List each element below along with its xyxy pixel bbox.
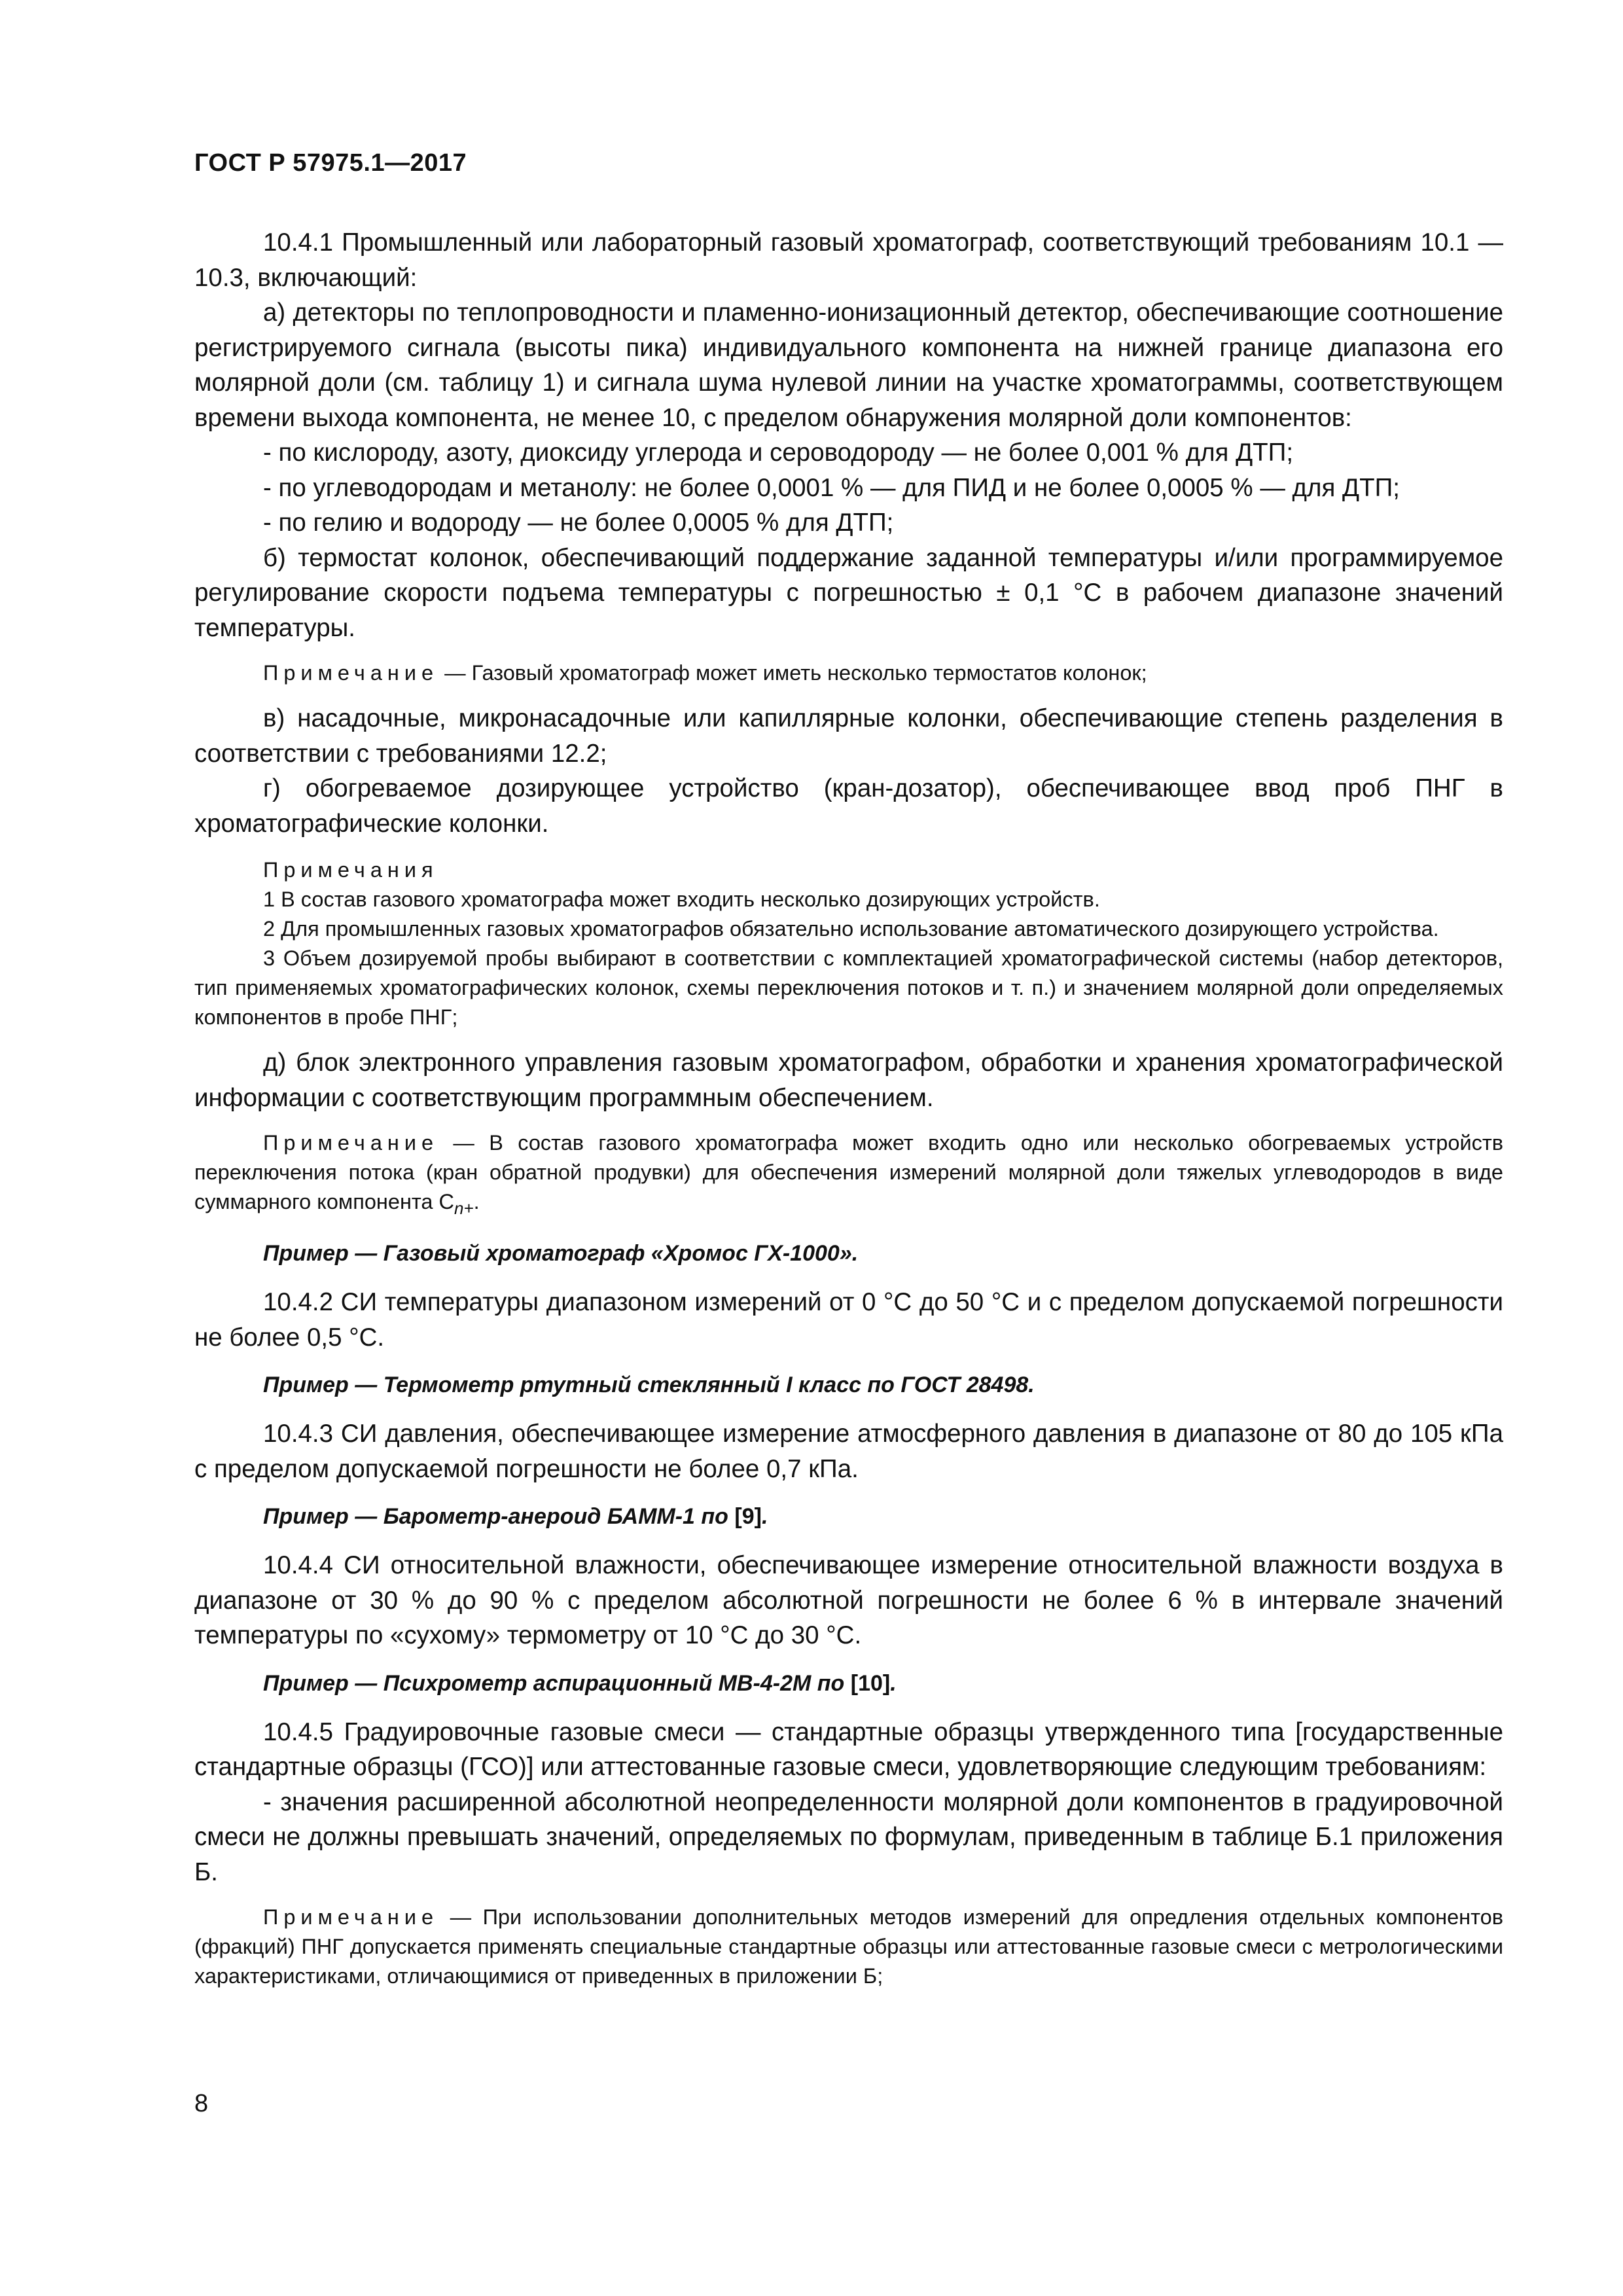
notes-2-item-3: 3 Объем дозируемой пробы выбирают в соответствии с комплектацией хроматографической системы (набор детекторов, тип применяемых хроматографических колонок, схемы переключения потоков и т. п.) и значением молярной доли определяемых компонентов в пробе ПНГ; bbox=[194, 946, 1503, 1029]
example-barometer bbox=[194, 1501, 1503, 1532]
item-v: в) насадочные, микронасадочные или капиллярные колонки, обеспечивающие степень разделения в соответствии с требованиями 12.2; bbox=[194, 704, 1503, 768]
example-chromatograph: Пример — Газовый хроматограф «Хромос ГХ-1000». bbox=[263, 1241, 859, 1266]
reference-link[interactable]: [10] bbox=[850, 1670, 891, 1696]
note-4 bbox=[194, 1903, 1503, 1991]
example-text: Пример — Барометр-анероид БАММ-1 по bbox=[263, 1504, 735, 1529]
item-b: б) термостат колонок, обеспечивающий поддержание заданной температуры и/или программируемое регулирование скорости подъема температуры с погрешностью ± 0,1 °С в рабочем диапазоне значений температуры. bbox=[194, 543, 1503, 642]
notes-2-item-1: 1 В состав газового хроматографа может входить несколько дозирующих устройств. bbox=[263, 888, 1100, 911]
document-header: ГОСТ Р 57975.1—2017 bbox=[194, 149, 467, 177]
notes-2-label bbox=[194, 855, 1503, 885]
page-number: 8 bbox=[194, 2090, 209, 2117]
note-text: — В состав газового хроматографа может входить одно или несколько обогреваемых устройств переключения потока (кран обратной продувки) для обеспечения измерений молярной доли тяжелых углеводородов в виде суммарного компонента С bbox=[194, 1131, 1503, 1213]
item-a-hydrocarbons: - по углеводородам и метанолу: не более 0,0001 % — для ПИД и не более 0,0005 % — для ДТП; bbox=[263, 473, 1400, 502]
note-label: Примечание bbox=[263, 1131, 439, 1155]
note-label: Примечание bbox=[263, 661, 439, 685]
note-text: — При использовании дополнительных методов измерений для опредления отдельных компонентов (фракций) ПНГ допускается применять специальные стандартные образцы или аттестованные газовые смеси с метрологическими характеристиками, отличающимися от приведенных в приложении Б; bbox=[194, 1905, 1503, 1988]
reference-link[interactable]: [9] bbox=[734, 1504, 762, 1529]
note-text: — Газовый хроматограф может иметь несколько термостатов колонок; bbox=[438, 661, 1147, 685]
note-end: . bbox=[473, 1190, 480, 1213]
paragraph-10-4-5: 10.4.5 Градуировочные газовые смеси — стандартные образцы утвержденного типа [государственные стандартные образцы (ГСО)] или аттестованные газовые смеси, удовлетворяющие следующим требованиям: bbox=[194, 1717, 1503, 1781]
note-label: Примечание bbox=[263, 1905, 439, 1929]
item-d: д) блок электронного управления газовым хроматографом, обработки и хранения хроматографической информации с соответствующим программным обеспечением. bbox=[194, 1049, 1503, 1112]
item-a: а) детекторы по теплопроводности и пламенно-ионизационный детектор, обеспечивающие соотношение регистрируемого сигнала (высоты пика) индивидуального компонента на нижней границе диапазона его молярной доли (см. таблицу 1) и сигнала шума нулевой линии на участке хроматограммы, соответствующем времени выхода компонента, не менее 10, с пределом обнаружения молярной доли компонентов: bbox=[194, 298, 1503, 432]
item-g: г) обогреваемое дозирующее устройство (кран-дозатор), обеспечивающее ввод проб ПНГ в хроматографические колонки. bbox=[194, 774, 1503, 838]
example-text: Пример — Психрометр аспирационный МВ-4-2М по bbox=[263, 1670, 851, 1696]
paragraph-10-4-3: 10.4.3 СИ давления, обеспечивающее измерение атмосферного давления в диапазоне от 80 до 105 кПа с пределом допускаемой погрешности не более 0,7 кПа. bbox=[194, 1420, 1503, 1483]
paragraph-10-4-1: 10.4.1 Промышленный или лабораторный газовый хроматограф, соответствующий требованиям 10.1 — 10.3, включающий: bbox=[194, 228, 1503, 292]
item-uncertainty: - значения расширенной абсолютной неопределенности молярной доли компонентов в градуировочной смеси не должны превышать значений, определяемых по формулам, приведенным в таблице Б.1 приложения Б. bbox=[194, 1787, 1503, 1886]
document-body bbox=[194, 225, 1503, 2004]
item-a-helium: - по гелию и водороду — не более 0,0005 % для ДТП; bbox=[263, 509, 894, 537]
notes-label: Примечания bbox=[263, 858, 438, 882]
example-thermometer: Пример — Термометр ртутный стеклянный I класс по ГОСТ 28498. bbox=[263, 1372, 1035, 1397]
notes-2-item-2: 2 Для промышленных газовых хроматографов обязательно использование автоматического дозирующего устройства. bbox=[263, 917, 1439, 941]
note-1 bbox=[194, 658, 1503, 688]
item-a-oxygen: - по кислороду, азоту, диоксиду углерода и сероводороду — не более 0,001 % для ДТП; bbox=[263, 439, 1294, 467]
note-3 bbox=[194, 1128, 1503, 1223]
example-end: . bbox=[761, 1504, 768, 1529]
example-end: . bbox=[890, 1670, 897, 1696]
paragraph-10-4-4: 10.4.4 СИ относительной влажности, обеспечивающее измерение относительной влажности воздуха в диапазоне от 30 % до 90 % с пределом абсолютной погрешности не более 6 % в интервале значений температуры по «сухому» термометру от 10 °С до 30 °С. bbox=[194, 1551, 1503, 1649]
paragraph-10-4-2: 10.4.2 СИ температуры диапазоном измерений от 0 °С до 50 °С и с пределом допускаемой погрешности не более 0,5 °С. bbox=[194, 1288, 1503, 1352]
example-psychrometer bbox=[194, 1668, 1503, 1699]
subscript-n-plus: n+ bbox=[454, 1198, 474, 1218]
